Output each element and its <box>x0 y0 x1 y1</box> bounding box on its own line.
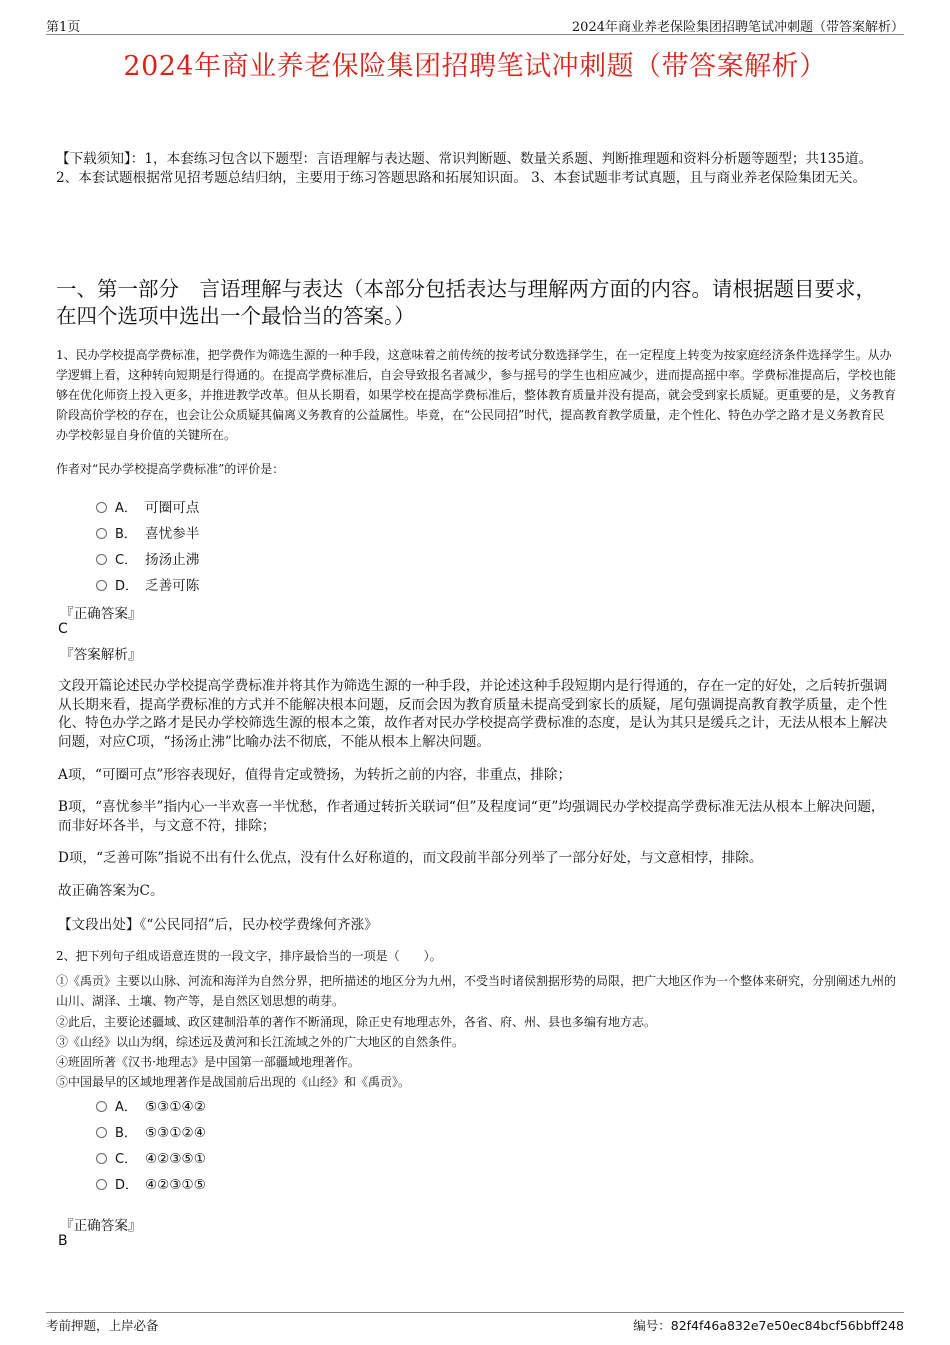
radio-icon[interactable] <box>96 502 107 513</box>
option-key: D． <box>115 579 139 594</box>
footer-code <box>633 1316 904 1334</box>
q1-stem: 1、民办学校提高学费标准，把学费作为筛选生源的一种手段，这意味着之前传统的按考试分数选择学生，在一定程度上转变为按家庭经济条件选择学生。从办学逻辑上看，这种转向短期是行得通的。在提高学费标准后，自会导致报名者减少，参与摇号的学生也相应减少，进而提高摇中率。学费标准提高后，学校也能够在优化师资上投入更多，并推进教学改革。但从长期看，如果学校在提高学费标准后，整体教育质量并没有提高，就会受到家长质疑。更重要的是，义务教育阶段高价学校的存在，也会让公众质疑其偏离义务教育的公益属性。毕竟，在“公民同招”时代，提高教育教学质量，走个性化、特色办学之路才是义务教育民办学校彰显自身价值的关键所在。 <box>56 348 897 442</box>
q2-option-b[interactable] <box>96 1122 206 1142</box>
radio-icon[interactable] <box>96 528 107 539</box>
radio-icon[interactable] <box>96 1127 107 1138</box>
option-text: ④②③①⑤ <box>145 1177 206 1193</box>
q2-stem: 2、把下列句子组成语意连贯的一段文字，排序最恰当的一项是（ ）。 <box>56 949 442 963</box>
q1-option-b[interactable] <box>96 522 199 542</box>
q1-answer: C <box>58 621 68 637</box>
q1-analysis-main: 文段开篇论述民办学校提高学费标准并将其作为筛选生源的一种手段，并论述这种手段短期内是行得通的，存在一定的好处，之后转折强调从长期来看，提高学费标准的方式并不能解决根本问题，反而会因为教育质量未提高受到家长的质疑，尾句强调提高教育教学质量，走个性化、特色办学之路才是民办学校筛选生源的根本之策，故作者对民办学校提高学费标准的态度，是认为其只是缓兵之计，无法从根本上解决问题，对应C项，“扬汤止沸”比喻办法不彻底，不能从根本上解决问题。 <box>58 678 888 750</box>
radio-icon[interactable] <box>96 554 107 565</box>
option-key: B． <box>115 527 137 542</box>
footer-code-label: 编号： <box>633 1318 671 1333</box>
footer-code-value: 82f4f46a832e7e50ec84bcf56bbff248 <box>670 1318 904 1333</box>
option-text: ⑤③①②④ <box>145 1125 206 1141</box>
option-text: 扬汤止沸 <box>145 552 200 568</box>
q1-option-c[interactable] <box>96 548 199 568</box>
q1-answer-label: 『正确答案』 <box>60 606 142 622</box>
q1-source: 【文段出处】《“公民同招”后，民办校学费缘何齐涨》 <box>58 917 378 933</box>
q1-analysis-b: B项，“喜忧参半”指内心一半欢喜一半忧愁，作者通过转折关联词“但”及程度词“更”均强调民办学校提高学费标准无法从根本上解决问题，而非好坏各半，与文意不符，排除； <box>58 799 885 834</box>
radio-icon[interactable] <box>96 1101 107 1112</box>
footer-slogan: 考前押题，上岸必备 <box>46 1318 159 1333</box>
q2-answer-label: 『正确答案』 <box>60 1218 142 1234</box>
option-text: 可圈可点 <box>145 500 200 516</box>
q1-question: 作者对“民办学校提高学费标准”的评价是： <box>56 462 285 476</box>
option-text: ④②③⑤① <box>145 1151 206 1167</box>
option-key: A． <box>115 1100 137 1115</box>
option-key: C． <box>115 553 138 568</box>
q2-sentence-5: ⑤中国最早的区域地理著作是战国前后出现的《山经》和《禹贡》。 <box>56 1075 411 1089</box>
option-key: D． <box>115 1178 139 1193</box>
q1-analysis-d: D项，“乏善可陈”指说不出有什么优点，没有什么好称道的，而文段前半部分列举了一部分好处，与文意相悖，排除。 <box>58 850 763 866</box>
option-key: C． <box>115 1152 138 1167</box>
page-header <box>46 14 904 35</box>
option-text: 喜忧参半 <box>145 526 200 542</box>
option-text: ⑤③①④② <box>145 1099 206 1115</box>
q2-sentence-1: ①《禹贡》主要以山脉、河流和海洋为自然分界，把所描述的地区分为九州，不受当时诸侯割据形势的局限，把广大地区作为一个整体来研究，分别阐述九州的山川、湖泽、土壤、物产等，是自然区划思想的萌芽。 <box>56 974 897 1008</box>
section-heading: 一、第一部分 言语理解与表达（本部分包括表达与理解两方面的内容。请根据题目要求，在四个选项中选出一个最恰当的答案。） <box>56 277 876 328</box>
header-doc-title: 2024年商业养老保险集团招聘笔试冲刺题（带答案解析） <box>571 20 904 35</box>
q1-analysis-label: 『答案解析』 <box>60 647 142 663</box>
q1-option-d[interactable] <box>96 574 199 594</box>
q2-option-c[interactable] <box>96 1148 206 1168</box>
q2-option-a[interactable] <box>96 1096 206 1116</box>
document-title: 2024年商业养老保险集团招聘笔试冲刺题（带答案解析） <box>123 51 827 82</box>
q1-analysis-conclusion: 故正确答案为C。 <box>58 883 164 899</box>
q2-sentence-2: ②此后，主要论述疆域、政区建制沿革的著作不断涌现，除正史有地理志外，各省、府、州、县也多编有地方志。 <box>56 1015 657 1029</box>
radio-icon[interactable] <box>96 1179 107 1190</box>
q2-option-d[interactable] <box>96 1174 206 1194</box>
q1-option-a[interactable] <box>96 496 199 516</box>
q2-answer: B <box>58 1233 68 1249</box>
q2-sentence-4: ④班固所著《汉书·地理志》是中国第一部疆域地理著作。 <box>56 1055 360 1069</box>
q2-sentence-3: ③《山经》以山为纲，综述远及黄河和长江流域之外的广大地区的自然条件。 <box>56 1035 465 1049</box>
radio-icon[interactable] <box>96 1153 107 1164</box>
page-footer <box>46 1312 904 1333</box>
download-notice: 【下载须知】：1，本套练习包含以下题型：言语理解与表达题、常识判断题、数量关系题、判断推理题和资料分析题等题型；共135道。 2、本套试题根据常见招考题总结归纳，主要用于练习答题思路和拓展知识面。 3、本套试题非考试真题，且与商业养老保险集团无关。 <box>56 151 873 186</box>
option-key: B． <box>115 1126 137 1141</box>
radio-icon[interactable] <box>96 580 107 591</box>
q1-analysis-a: A项，“可圈可点”形容表现好，值得肯定或赞扬，为转折之前的内容，非重点，排除； <box>58 767 572 783</box>
option-key: A． <box>115 501 137 516</box>
option-text: 乏善可陈 <box>145 578 200 594</box>
page-number: 第1页 <box>46 20 81 35</box>
